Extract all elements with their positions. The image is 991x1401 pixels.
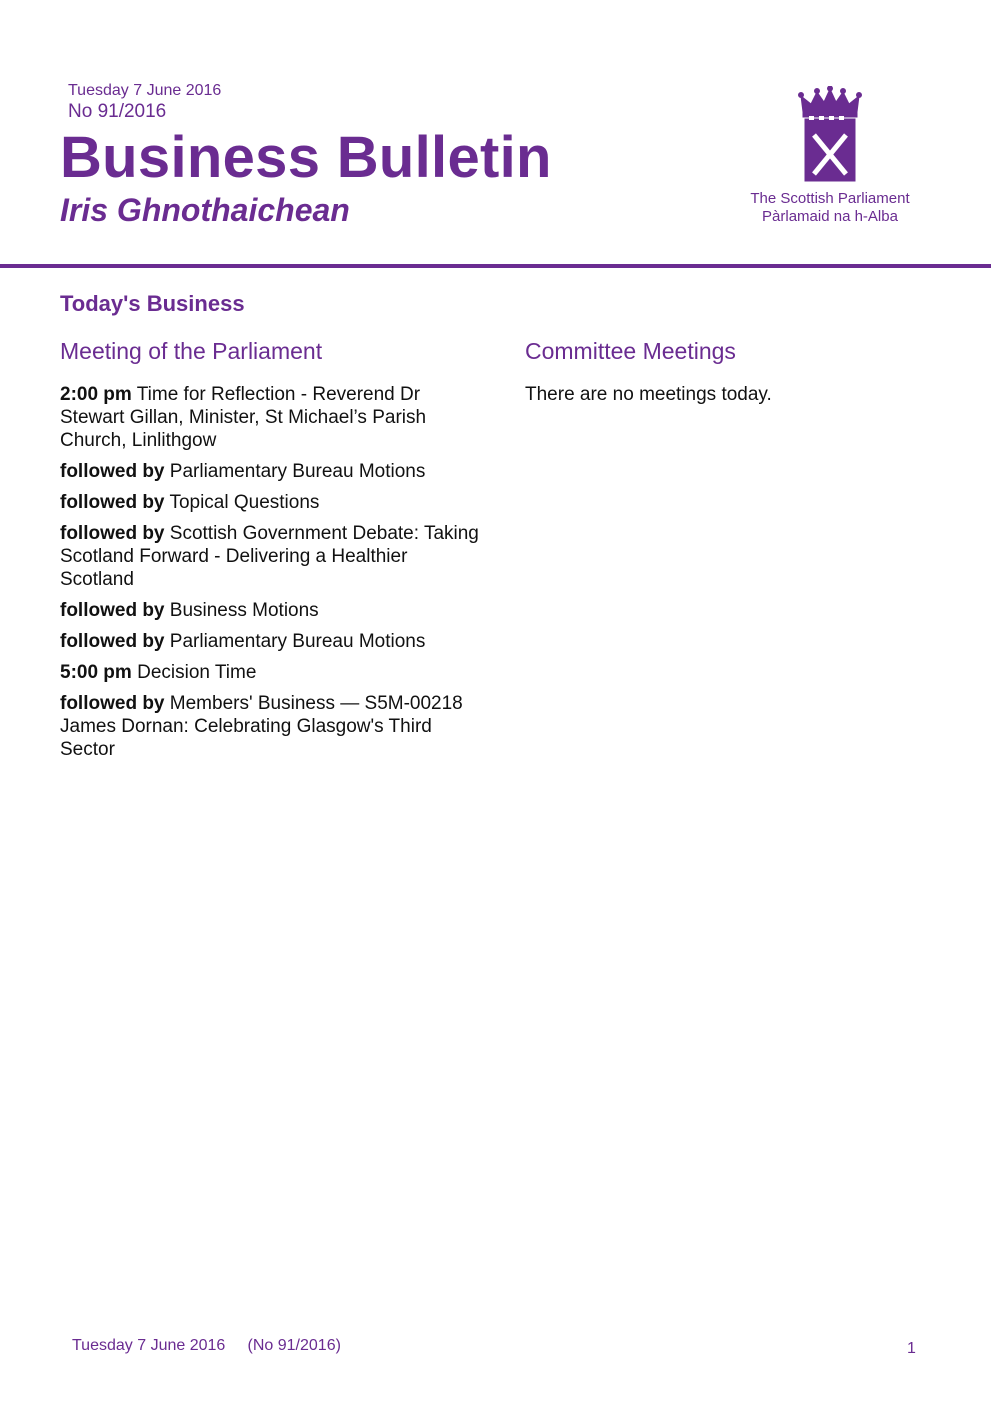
page-title: Business Bulletin [60,125,552,190]
meeting-heading: Meeting of the Parliament [60,338,323,364]
issue-number: No 91/2016 [68,101,167,122]
committee-heading: Committee Meetings [525,338,736,364]
logo-name-english: The Scottish Parliament [750,190,910,207]
agenda-item [60,661,480,684]
page-subtitle: Iris Ghnothaichean [60,192,350,228]
section-heading: Today's Business [60,291,245,316]
agenda-item [60,522,480,591]
agenda-item-lead: followed by [60,492,165,513]
logo-name-gaelic: Pàrlamaid na h-Alba [762,208,898,225]
committee-column [525,336,945,414]
agenda-item-lead: followed by [60,631,165,652]
page-number: 1 [907,1340,916,1357]
parliament-logo [735,86,925,231]
header-divider [0,264,991,268]
agenda-item [60,383,480,452]
agenda-item-text: Members' Business — S5M-00218 James Dornan: Celebrating Glasgow's Third Sector [60,693,463,760]
agenda-item-lead: followed by [60,600,165,621]
agenda-item-lead: 5:00 pm [60,662,132,683]
bulletin-date: Tuesday 7 June 2016 [68,82,222,99]
agenda-item-text: Decision Time [137,662,257,683]
agenda-item [60,460,480,483]
agenda-item-lead: 2:00 pm [60,384,132,405]
scottish-parliament-crown-saltire-icon [797,86,863,186]
agenda-item-lead: followed by [60,461,165,482]
agenda-item-text: Topical Questions [169,492,320,513]
agenda-item-text: Parliamentary Bureau Motions [169,631,426,652]
agenda-item-text: Scottish Government Debate: Taking Scotland Forward - Delivering a Healthier Scotland [60,523,479,590]
agenda-item [60,692,480,761]
agenda-item-text: Business Motions [169,600,319,621]
footer-date-issue: Tuesday 7 June 2016 (No 91/2016) [72,1337,341,1354]
meeting-agenda-list [60,383,480,761]
agenda-item-lead: followed by [60,693,165,714]
meeting-column [60,336,480,769]
agenda-item [60,491,480,514]
agenda-item [60,599,480,622]
committee-note: There are no meetings today. [525,384,772,405]
agenda-item [60,630,480,653]
agenda-item-lead: followed by [60,523,165,544]
agenda-item-text: Parliamentary Bureau Motions [169,461,426,482]
agenda-item-text: Time for Reflection - Reverend Dr Stewart Gillan, Minister, St Michael’s Parish Church, Linlithgow [60,384,427,451]
